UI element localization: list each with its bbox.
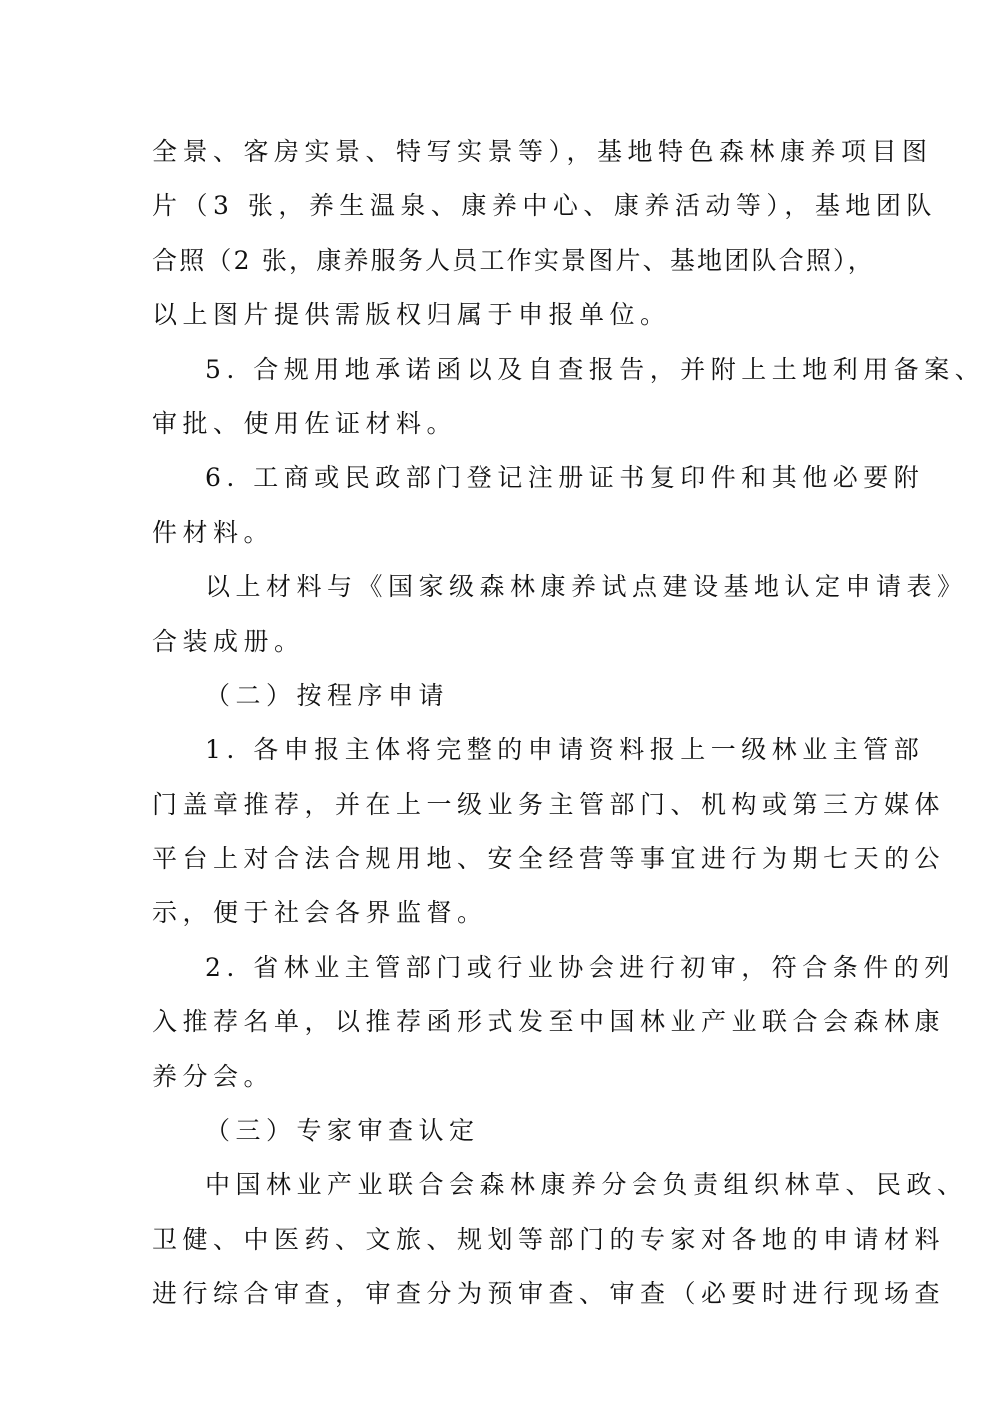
document-body: [152, 125, 986, 1322]
text-line: 入推荐名单，以推荐函形式发至中国林业产业联合会森林康: [152, 1007, 946, 1037]
text-line: 平台上对合法合规用地、安全经营等事宜进行为期七天的公: [152, 844, 946, 874]
list-item-5: 5. 合规用地承诺函以及自查报告，并附上土地利用备案、: [205, 354, 986, 384]
text-line: 以上图片提供需版权归属于申报单位。: [152, 300, 671, 330]
list-item-2: 2. 省林业主管部门或行业协会进行初审，符合条件的列: [205, 952, 955, 982]
text-line: 合装成册。: [152, 626, 305, 656]
text-line: 卫健、中医药、文旅、规划等部门的专家对各地的申请材料: [152, 1224, 946, 1254]
text-line: 示，便于社会各界监督。: [152, 898, 488, 928]
paragraph-start: 中国林业产业联合会森林康养分会负责组织林草、民政、: [205, 1170, 968, 1200]
list-item-6: 6. 工商或民政部门登记注册证书复印件和其他必要附: [205, 463, 925, 493]
paragraph-start: 以上材料与《国家级森林康养试点建设基地认定申请表》: [205, 572, 968, 602]
text-line: 件材料。: [152, 517, 275, 547]
text-line: 片（3 张，养生温泉、康养中心、康养活动等），基地团队: [152, 191, 937, 221]
text-line: 全景、客房实景、特写实景等），基地特色森林康养项目图: [152, 137, 933, 166]
section-heading-2: （二）按程序申请: [205, 680, 450, 710]
text-line: 合照（2 张，康养服务人员工作实景图片、基地团队合照），: [152, 245, 875, 275]
list-item-1: 1. 各申报主体将完整的申请资料报上一级林业主管部: [205, 735, 925, 765]
text-line: 养分会。: [152, 1061, 275, 1091]
section-heading-3: （三）专家审查认定: [205, 1116, 480, 1146]
text-line: 门盖章推荐，并在上一级业务主管部门、机构或第三方媒体: [152, 789, 946, 819]
text-line: 审批、使用佐证材料。: [152, 408, 458, 438]
text-line: 进行综合审查，审查分为预审查、审查（必要时进行现场查: [152, 1279, 946, 1309]
